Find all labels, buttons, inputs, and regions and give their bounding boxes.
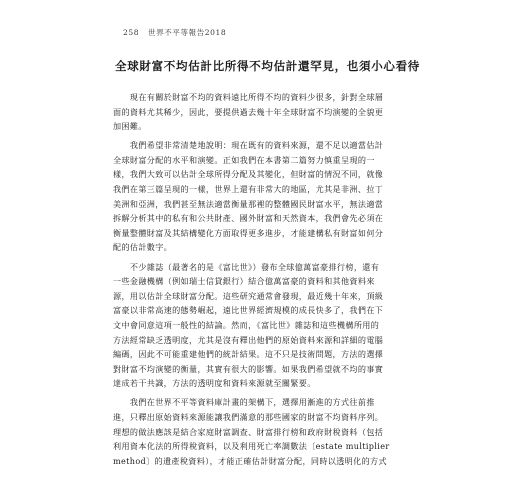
text-line: 樣，我們大致可以估計全球所得分配及其變化，但財富的情況不同，就像	[113, 169, 384, 180]
text-line: 面的資料尤其稀少，因此，要提供過去幾十年全球財富不均演變的全貌更	[113, 106, 384, 117]
text-line: 我們在第三篇呈現的一樣，世界上還有非常大的地區，尤其是非洲、拉丁	[113, 184, 384, 195]
book-title: 世界不平等報告2018	[148, 28, 227, 37]
paragraph	[113, 138, 413, 255]
text-line: 源，用以估計全球財富分配。這些研究通常會發現，最近幾十年來，頂級	[113, 290, 384, 301]
text-line: 富豪以非常高速的態勢崛起，遠比世界經濟規模的成長快多了，我們在下	[113, 305, 384, 316]
text-line: 不少雜誌（最著名的是《富比世》）發布全球億萬富豪排行榜，還有	[113, 261, 380, 272]
text-line: 我們在世界不平等資料庫計畫的架構下，選擇用漸進的方式往前推	[113, 397, 375, 408]
text-line: 理想的做法應該是結合家庭財富調查、財富排行榜和政府財稅資料（包括	[113, 426, 384, 437]
text-line: 對財富不均演變的衡量，其實有很大的影響。如果我們希望就不均的事實	[113, 363, 384, 374]
section-title: 全球財富不均估計比所得不均估計還罕見，也須小心看待	[115, 59, 420, 73]
text-line: 現在有關於財富不均的資料遠比所得不均的資料少很多，針對全球層	[113, 92, 384, 102]
text-line: 美洲和亞洲，我們甚至無法適當衡量那裡的整體國民財富水平，無法適當	[113, 198, 384, 209]
text-line: 一些金融機構（例如瑞士信貸銀行）結合億萬富豪的資料和其他資料來	[113, 276, 375, 287]
paragraph	[113, 260, 413, 391]
text-line: 進，只釋出原始資料來源能讓我們滿意的那些國家的財富不均資料序列。	[113, 411, 384, 422]
paragraph	[113, 395, 413, 468]
text-line: 全球財富分配的水平和演變。正如我們在本書第二篇努力慎重呈現的一	[113, 154, 375, 165]
text-line: 利用資本化法的所得稅資料，以及利用死亡率調數法〔estate multiplier	[113, 441, 390, 452]
text-line: 配的估計數字。	[113, 242, 173, 253]
text-line: 編碼，因此不可能重建他們的統計結果。這不只是技術問題，方法的選擇	[113, 349, 384, 360]
page-number: 258	[123, 28, 140, 37]
text-line: 達成若干共識，方法的透明度和資料來源就至關緊要。	[113, 378, 316, 389]
text-line: 方法經常缺乏透明度，尤其是沒有釋出他們的原始資料來源和詳細的電腦	[113, 334, 384, 345]
text-line: 衡量整體財富及其結構變化方面取得更多進步，才能建構私有財富如何分	[113, 227, 384, 238]
text-line: 拆解分析其中的私有和公共財產、國外財富和天然資本，我們會先必須在	[113, 213, 384, 224]
paragraph	[113, 90, 413, 134]
text-line: 加困難。	[113, 121, 147, 132]
text-line: 我們希望非常清楚地說明：現在既有的資料來源，還不足以適當估計	[113, 140, 384, 151]
body-text	[113, 90, 413, 473]
text-line: 文中會同意這項一般性的結論。然而，《富比世》雜誌和這些機構所用的	[113, 319, 380, 330]
text-line: method〕的遺產稅資料），才能正確估計財富分配，同時以透明化的方式	[113, 455, 387, 466]
running-header	[123, 27, 226, 38]
